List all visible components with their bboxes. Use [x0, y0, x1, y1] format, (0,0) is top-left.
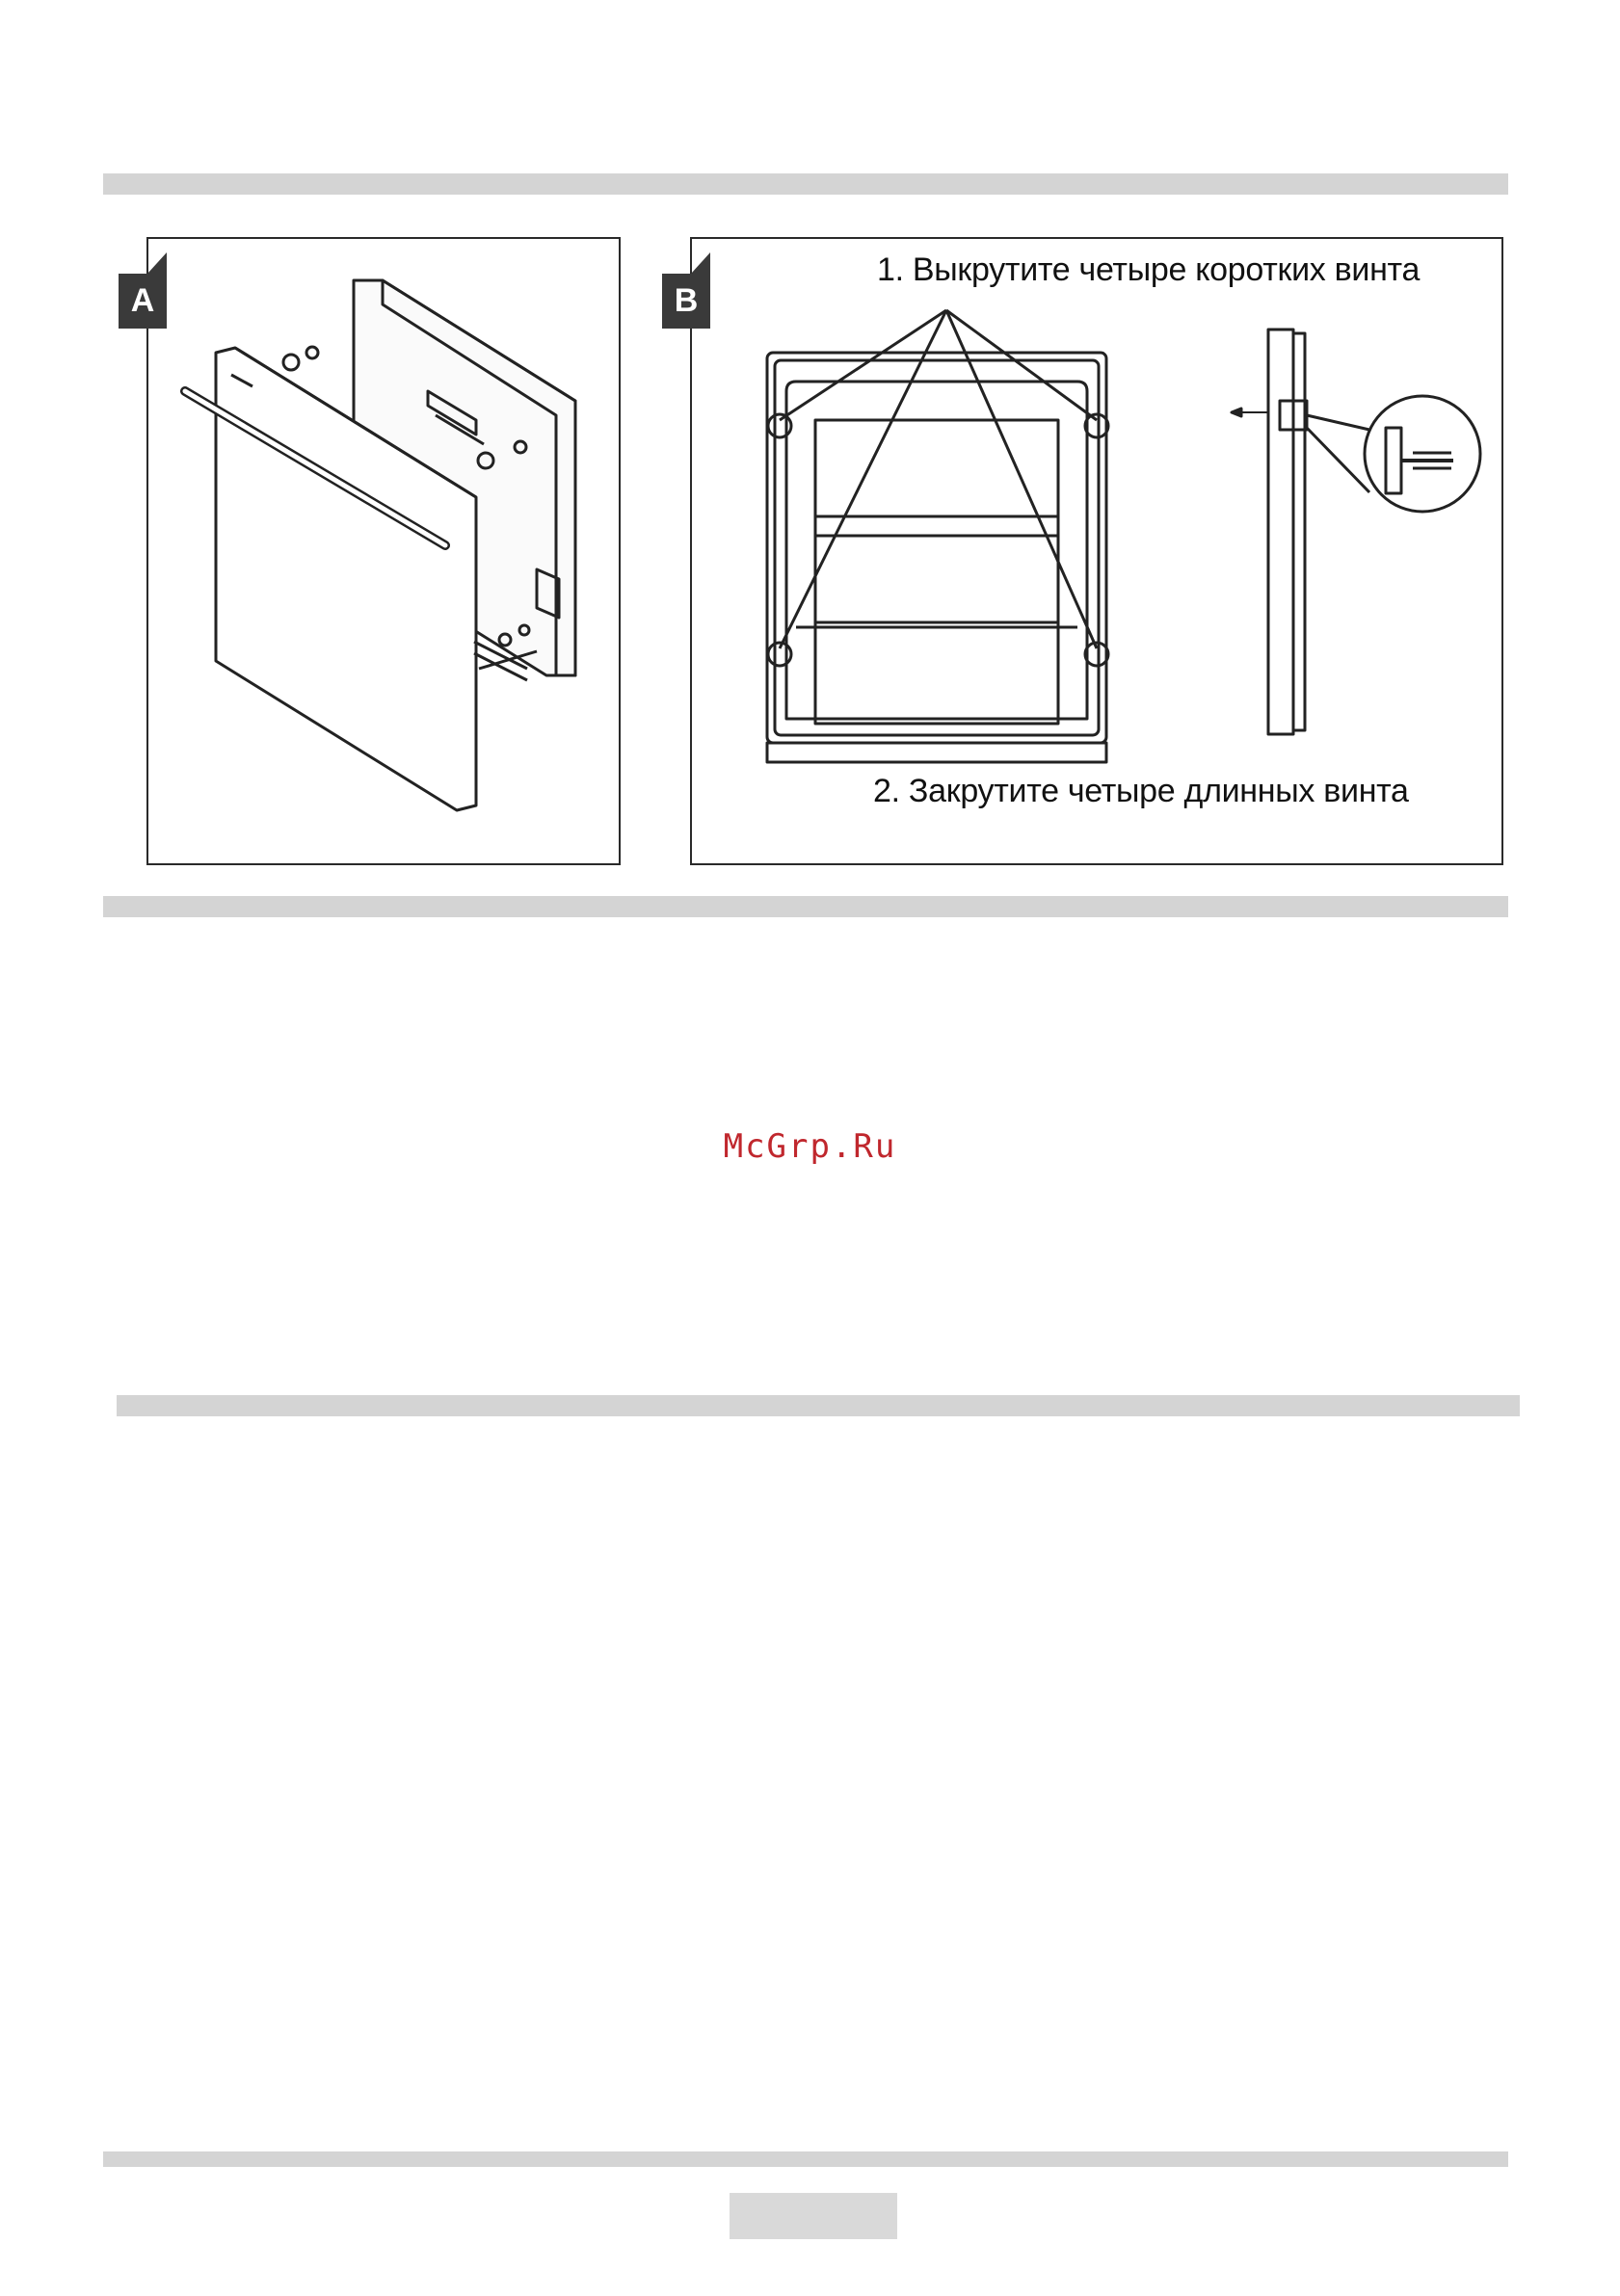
middle-rule: [103, 896, 1508, 917]
door-side-view-screw-detail-illustration: [692, 239, 693, 240]
page-number-box: [730, 2193, 897, 2239]
panel-b-tab: B: [662, 274, 710, 329]
figure-panel-a: [146, 237, 621, 865]
figure-panel-b: [690, 237, 1503, 865]
bottom-rule: [103, 2151, 1508, 2167]
step2-caption: 2. Закрутите четыре длинных винта: [873, 773, 1409, 809]
step1-caption: 1. Выкрутите четыре коротких винта: [877, 251, 1421, 288]
panel-a-tab-notch: [147, 252, 167, 274]
door-panel-handle-assembly-illustration: [146, 237, 621, 865]
panel-b-tab-notch: [691, 252, 710, 274]
door-front-view-screw-locations-illustration: [690, 237, 1503, 865]
lower-rule: [117, 1395, 1520, 1416]
panel-a-tab: A: [119, 274, 167, 329]
top-rule: [103, 173, 1508, 195]
watermark-text: McGrp.Ru: [723, 1127, 897, 1166]
